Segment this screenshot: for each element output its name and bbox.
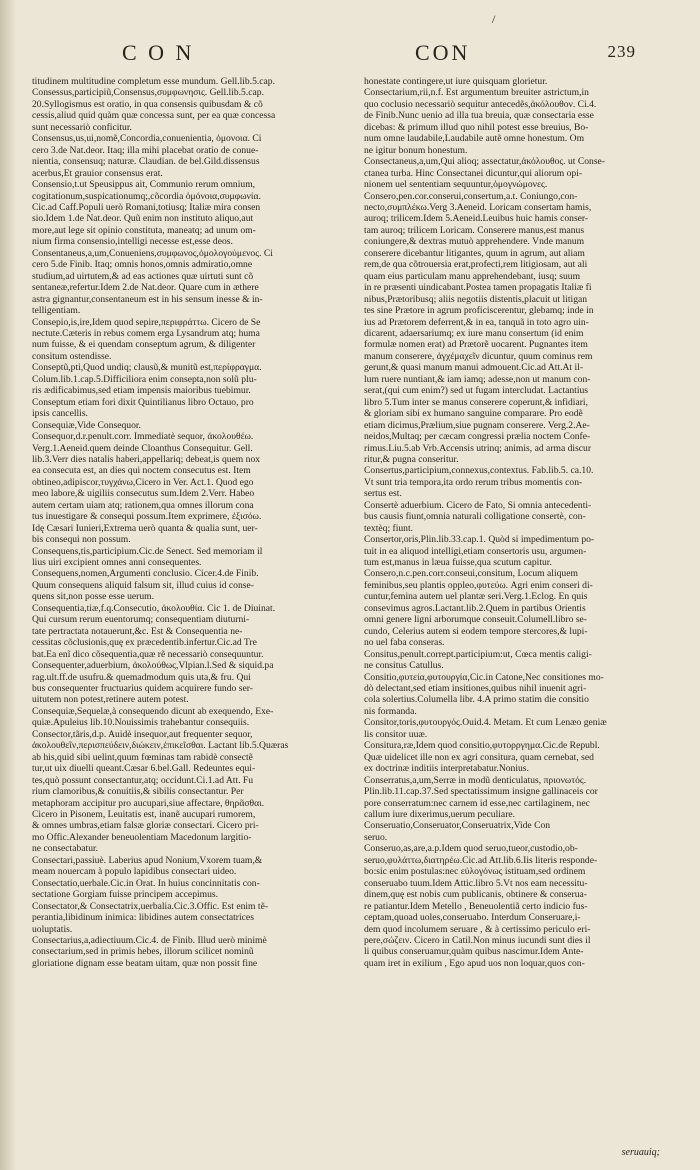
text-line: Consequens,tis,participium.Cic.de Senect. Sed memoriam il [32,545,263,557]
text-line: Idę Cæsari Iunieri,Extrema uerò quanta & qualia sunt, uer- [32,522,258,534]
text-line: tuit in ea aliquod intelligi,etiam consertoris usu, argumen- [364,545,587,557]
text-line: acerbus,Et grauior consensus erat. [32,167,163,179]
text-line: meo labore,& uigiliis consecutus sum.Idem 2.Verr. Habeo [32,488,255,500]
text-line: tes,quò possunt consectantur,atq; occidunt.Ci.1.ad Att. Fu [32,774,254,786]
text-line: necto,συμπλέκω.Verg 3.Aeneid. Loricam consertam hamis, [364,201,592,213]
text-line: more,aut lege sit opinio constituta, maneatq; ad unum om- [32,224,256,236]
text-line: Conseptũ,pti,Quod undiq; clausũ,& munitũ est,περίφραγμα. [32,362,262,374]
text-line: Consitor,toris,φυτουργός.Ouid.4. Metam. Et cum Lenæo geniæ [364,717,607,729]
text-line: quam iret in exilium , Ego apud uos non loquar,quos con- [364,957,585,969]
text-line: tate pertractata notauerunt,&c. Est & Consequentia ne- [32,625,243,637]
header-left-title: C O N [122,40,195,65]
text-line: nibus,Prætoribusq; aliis negotiis distentis,placuit ut litigan [364,293,588,305]
text-line: consectarium,sed in primis hebes, illorum scilicet nominũ [32,946,254,958]
text-line: sentaneæ,refertur.Idem 2.de Nat.deor. Quare cum in æthere [32,282,259,294]
catchword: seruauiq; [621,1147,660,1158]
text-line: cogitationum,suspicationumq;,cõcordia ὁμόνοια,συμφωνία. [32,190,261,202]
text-line: quam eius particulam manu apprehendebant, iusq; suum [364,270,581,282]
text-line: rem,de qua cõtrouersia erat,profecti,rem litigiosam, aut ali [364,259,588,271]
text-line: Consectarius,a,adiectiuum.Cic.4. de Finib. Illud uerò minimè [32,934,267,946]
text-line: Consertè aduerbium. Cicero de Fato, Si omnia antecedenti- [364,499,592,511]
text-line: perantia,libidinum inimica: libidines autem consectatrices [32,912,254,924]
text-line: Quum consequens aliquid falsum sit, illud cuius id conse- [32,579,254,591]
text-line: telligentiam. [32,305,81,317]
text-line: serat,(qui cum enim?) sed ut fugam intercludat. Lactantius [364,385,589,397]
text-line: pere,σώζειν. Cicero in Catil.Non minus iucundi sunt dies il [364,934,591,946]
text-line: & gloriam sibi ex humano sanguine comparare. Pro eodẽ [364,408,583,420]
text-line: lum ruere nuntiant,& iam iamq; adesse,non ut manum con- [364,373,591,385]
text-line: callum iure dixerimus,uerum peculiare. [364,809,516,820]
page-gutter [0,0,16,1170]
text-line: tur,ut uix diuelli queant.Cæsar 6.bel.Gall. Redeuntes equi- [32,763,256,775]
text-line: ius ad Prætorem deferrent,& in ea, tanquã in toto agro uin- [364,316,589,328]
text-line: Consectaneus,a,um,Qui alioq; assectatur,ἀκόλουθος. ut Conse- [364,156,606,168]
text-line: cero 3.de Nat.deor. Itaq; illa mihi placebat oratio de conue- [32,144,259,156]
text-line: cessis,aliud quid quàm quæ concessa sunt, per ea quæ concessa [32,110,276,122]
text-line: num fuisse, & ei quendam conseptum agrum, & diligenter [32,339,256,351]
text-line: Verg.1.Aeneid.quem deinde Cloanthus Consequitur. Gell. [32,442,253,454]
text-line: bat.Ea enĩ dico cõsequentia,quæ rẽ necessariò consequuntur. [32,648,264,660]
text-line: nientia, consensuq; naturæ. Claudian. de bel.Gild.dissensus [32,156,260,168]
text-line: seruo. [364,831,388,843]
text-line: Consero,n.c.pen.corr.conseui,consitum, Locum aliquem [364,568,578,580]
text-line: in re præsenti uindicabant.Postea tamen propagatis Italiæ fi [364,282,592,294]
text-line: gloriatione dignam esse beatam uitam, quæ non possit fine [32,957,258,969]
text-line: gerunt,& quasi manum manui admouent.Cic.ad Att.At il- [364,362,584,374]
text-line: Cicero in Pisonem, Leuitatis est, inanẽ aucupari rumorem, [32,809,256,820]
text-line: consitum ostendisse. [32,350,112,362]
text-line: omni genere ligni arborumque conseuit.Columell.libro se- [364,614,588,626]
text-line: Consectari,passiuè. Laberius apud Nonium,Vxorem tuam,& [32,854,263,866]
text-line: tum est,manus in læua fuisse,qua scutum capitur. [364,557,552,569]
text-line: Conseruatio,Conseruator,Conseruatrix,Vide Con [364,820,551,832]
text-line: li quibus conseruamur,quàm quibus nascimur.Idem Ante- [364,946,584,958]
text-line: re patiantur.Idem Metello , Beneuolentiã certo indicio fus- [364,900,588,912]
text-line: feminibus,seu plantis oppleo,φυτεύω. Agri enim conseri di- [364,579,593,591]
text-line: lius uiri excipient omnes anni consequentes. [32,557,202,569]
text-line: quo coclusio necessariò sequitur antecedẽs,ἀκόλουθον. Ci.4. [364,98,597,110]
text-line: obtineo,adipiscor,τυγχάνω,Cicero in Ver. Act.1. Quod ego [32,476,254,488]
text-line: cundo, Celerius autem si eodem tempore stercores,& lupi- [364,625,588,637]
text-line: nium firma consensio,intelligi necesse est,esse deos. [32,236,233,248]
text-line: rium clamoribus,& conuitiis,& sibilis consectantur. Per [32,786,244,798]
text-line: ἀκολουθεῖν,περισπεύδειν,διώκειν,ἐπικεῖσθαι. Lactant lib.5.Quæras [32,740,289,752]
text-line: cola solertius.Columella libr. 4.A primo statim die consitio [364,694,589,706]
text-line: dò delectant,sed etiam insitiones,quibus nihil inuenit agri- [364,683,587,695]
text-line: Consensus,us,ui,nomẽ,Concordia,conuenientia, ὁμονοια. Ci [32,133,262,145]
text-line: astra gignantur,consentaneum est in his sensum inesse & in- [32,293,263,305]
text-line: conseruabo tuum.Idem Attic.libro 5.Vt nos eam necessitu- [364,877,588,889]
text-line: Consepio,is,ire,Idem quod sepire,περιφράττω. Cicero de Se [32,316,261,328]
text-line: consevimus agros.Lactant.lib.2.Quem in partibus Orientis [364,602,586,614]
text-line: seruo,φυλάττω,διατηρέω.Cic.ad Att.lib.6.Iis literis responde- [364,854,598,866]
text-line: bis consequi non possum. [32,534,131,546]
text-line: Vt sunt tria tempora,ita ordo rerum tribus momentis con- [364,476,583,488]
text-line: mo Offic.Alexander beneuolentiam Macedonum largitio- [32,831,252,843]
text-line: Consessus,participiũ,Consensus,συμφωνησις. Gell.lib.5.cap. [32,87,264,99]
text-line: tam auroq; trilicem Loricam. Conserere manus,est manus [364,224,585,236]
text-line: etiam dicimus,Prælium,siue pugnam conserere. Verg.2.Ae- [364,419,590,431]
text-line: Consequenter,aduerbium, ἀκολούθως,Vlpian.l.Sed & siquid.pa [32,660,274,672]
text-line: ea consecuta est, an dies qui noctem consecutus est. Item [32,465,251,477]
text-line: Consitura,ræ,Idem quod consitio,φυτορργημα.Cic.de Republ. [364,740,600,752]
text-line: conserere dicebantur litigantes, quum in agrum, aut aliam [364,247,585,259]
text-line: no uel faba conseras. [364,637,445,649]
text-line: Consectatio,uerbale.Cic.in Orat. In huius concinnitatis con- [32,877,260,889]
text-line: dicebas: & primum illud quo nihil potest esse breuius, Bo- [364,121,589,133]
text-line: ab his,quid sibi uelint,quum fœminas tam rabidè consectẽ [32,751,253,763]
text-line: textèq; fiunt. [364,522,414,534]
text-line: nectute.Cæteris in rebus comem erga Lysandrum atq; huma [32,327,260,339]
text-line: Consequor,d.r.penult.corr. Immediatè sequor, ἀκολουθέω. [32,431,254,443]
text-line: metaphoram accipitur pro aucupari,siue affectare, θηρᾶσθαι. [32,797,265,809]
text-line: ris ædificabimus,sed etiam impensis maioribus tuebimur. [32,385,251,397]
text-line: ne consectabatur. [32,843,99,855]
text-line: Conseruo,as,are,a.p.Idem quod seruo,tueor,custodio,ob- [364,843,578,855]
text-line: rimus.Liu.5.ab Vrb.Accensis utrinq; animis, ad arma discur [364,442,592,454]
text-line: neidos,Multaq; per cæcam congressi prælia noctem Confe- [364,431,591,443]
text-line: uitutem non potest,retinere autem potest. [32,694,189,706]
text-columns [32,76,668,1144]
header-center-title: CON [415,40,471,65]
text-line: dinem,quę est nobis cum publicanis, obtinere & conserua- [364,889,587,901]
text-line: Consequiæ,Sequelæ,à consequendo dicunt ab exequendo, Exe- [32,705,274,717]
text-line: sunt necessariò conficitur. [32,121,132,133]
text-line: cessitas cõclusionis,quę ex præcedentib.infertur.Cic.ad Tre [32,637,257,649]
text-line: num omne laudabile,Laudabile autẽ omne honestum. Om [364,133,585,145]
text-line: Consensio,t.ut Speusippus ait, Communio rerum omnium, [32,179,256,191]
text-line: bo:sic enim postulas:nec εὐλογόνως istituam,sed ordinem [364,866,586,878]
text-line: meam nouercam à populo lapidibus consectari uideo. [32,866,237,878]
text-line: Consentaneus,a,um,Conueniens,συμφωνος,ὁμολογούμενος. Ci [32,247,273,259]
text-line: dem quod incolumem seruare , & à certissimo periculo eri- [364,923,591,935]
header-mark: / [492,12,499,26]
text-line: ipsis cancellis. [32,408,88,420]
text-line: Consequentia,tiæ,f.q.Consecutio, ἀκολουθία. Cic 1. de Diuinat. [32,602,276,614]
text-line: coniungere,& dextras mutuò apprehendere. Vnde manum [364,236,585,248]
text-line: cero 5.de Finib. Itaq; omnis honos,omnis admiratio,omne [32,259,253,271]
text-line: quiæ.Apuleius lib.10.Nouissimis trahebantur consequiis. [32,717,250,729]
text-line: pore conserratum:nec carnem id esse,nec cartilaginem, nec [364,797,590,809]
text-line: & omnes umbras,etiam falsæ gloriæ consectari. Cicero pri- [32,820,259,832]
text-line: Consector,tãris,d.p. Auidè insequor,aut frequenter sequor, [32,728,253,740]
text-line: Colum.lib.1.cap.5.Difficiliora enim consepta,non solũ plu- [32,373,257,385]
right-column [364,76,668,1144]
text-line: sertus est. [364,488,402,500]
text-line: sio.Idem 1.de Nat.deor. Quũ enim non instituto aliquo,aut [32,213,254,225]
text-line: nis formanda. [364,705,417,717]
text-line: libro 5.Tum inter se manus conserere coperunt,& infidiari, [364,396,588,408]
text-line: ritur,& pugna conseritur. [364,453,459,465]
text-line: dicarent, adaersariumq; ex iure manu consertum (id enim [364,327,584,339]
left-column [32,76,336,1144]
text-line: autem certam uiam atq; rationem,qua omnes illorum cona [32,499,254,511]
text-line: Conseptum etiam fori dixit Quintilianus libro Octauo, pro [32,396,254,408]
text-line: Consertus,participium,connexus,contextus. Fab.lib.5. ca.10. [364,465,594,477]
text-line: ex doctrinæ inditiis interpretabatur.Nonius. [364,763,529,775]
text-line: Consitus,penult.corrept.participium:ut, Cœca mentis caligi- [364,648,592,660]
text-line: quens sit,non posse esse uerum. [32,591,155,603]
text-line: manum conserere, ἀγχέμαχεῖν dicuntur, quum cominus rem [364,350,593,362]
text-line: formulæ nomen erat) ad Prætorẽ uocarent. Pugnantes item [364,339,588,351]
text-line: studium,ad uirtutem,& ad eas actiones quæ uirtuti sunt cõ [32,270,254,282]
text-line: honestate contingere,ut iure quisquam glorietur. [364,76,548,87]
text-line: rag.ult.ff.de usufru.& quemadmodum quis uta,& fru. Qui [32,671,251,683]
text-line: Consitio,φυτεία,φυτουργία,Cic.in Catone,Nec consitiones mo- [364,671,604,683]
text-line: Consertor,oris,Plin.lib.33.cap.1. Quòd si impedimentum po- [364,534,595,546]
text-line: Quæ uidelicet ille non ex agri consitura, quam cernebat, sed [364,751,594,763]
text-line: lis consitor uuæ. [364,728,428,740]
text-line: ctanea turba. Hinc Consectanei dicuntur,qui aliorum opi- [364,167,583,179]
text-line: auroq; trilicem.Idem 5.Aeneid.Leuibus huic hamis conser- [364,213,589,225]
text-line: lib.3.Verr dies natalis haberi,appellariq; debeat,is quem nox [32,453,261,465]
text-line: tes sine Prætore in agrum proficiscerentur, glebamq; inde in [364,305,594,317]
text-line: titudinem multitudine completum esse mundum. Gell.lib.5.cap. [32,76,276,87]
text-line: Qui cursum rerum euentorumq; consequentiam diuturni- [32,614,250,626]
text-line: ne consitus Catullus. [364,660,444,672]
text-line: Conserratus,a,um,Serræ in modũ denticulatus, πριονωτός. [364,774,587,786]
text-line: Cic.ad Caff.Populi uerò Romani,totiusq; Italiæ mira consen [32,201,261,213]
text-line: nionem uel sententiam sequuntur,ὁμογνώμονες. [364,179,548,191]
text-line: Consero,pen.cor.conserui,consertum,a.t. Coniungo,con- [364,190,578,202]
text-line: Consectarium,rii,n.f. Est argumentum breuiter astrictum,in [364,87,589,99]
text-line: cuntur,femina autem uel plantæ seri.Verg.1.Eclog. En quis [364,591,588,603]
text-line: 20.Syllogismus est oratio, in qua consensis quibusdam & cõ [32,98,263,110]
text-line: bus consequenter fructuarius quidem acquirere fundo ser- [32,683,253,695]
text-line: ceptam,quoad uoles,conseruabo. Interdum Conseruare,i- [364,912,581,924]
page-number: 239 [607,42,636,61]
text-line: uoluptatis. [32,923,73,935]
text-line: tus inuestigare & consequi possum.Item exprimere, ἐξισόω. [32,511,262,523]
text-line: sectatione Gorgiam fuisse principem accepimus. [32,889,219,901]
text-line: de Finib.Nunc uenio ad illa tua breuia, quæ consectaria esse [364,110,594,122]
text-line: ne igitur bonum honestum. [364,144,468,156]
running-header [30,12,672,78]
text-line: bus causis fiunt,omnia naturali colligatione consertè, con- [364,511,586,523]
text-line: Consequiæ,Vide Consequor. [32,419,141,431]
text-line: Plin.lib.11.cap.37.Sed spectatissimum insigne gallinaceis cor [364,786,598,798]
text-line: Consequens,nomen,Argumenti conclusio. Cicer.4.de Finib. [32,568,259,580]
text-line: Consectator,& Consectatrix,uerbalia.Cic.3.Offic. Est enim tẽ- [32,900,269,912]
